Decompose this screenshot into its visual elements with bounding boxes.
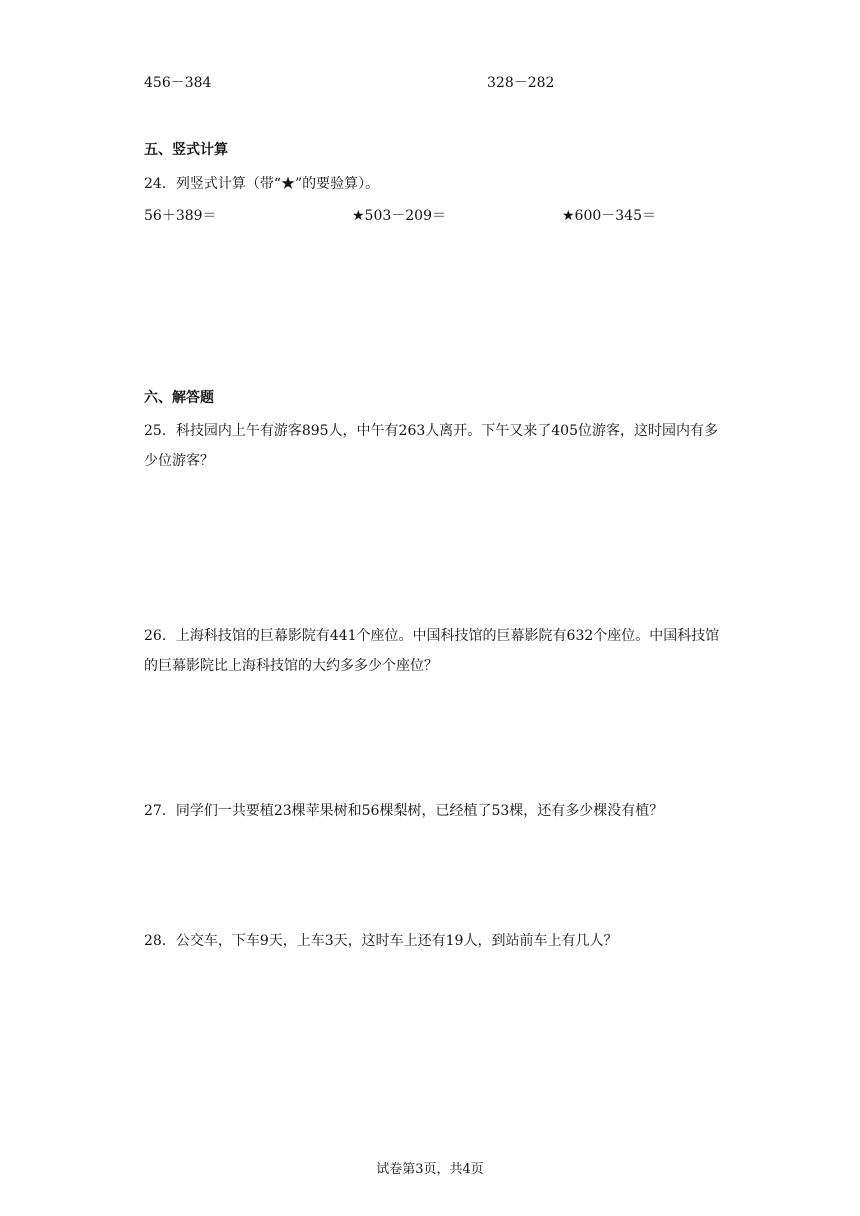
question-24-prompt: 24．列竖式计算（带“★”的要验算）。 <box>144 176 380 192</box>
question-27: 27．同学们一共要植23棵苹果树和56棵梨树，已经植了53棵，还有多少棵没有植？ <box>144 803 664 819</box>
question-26: 26．上海科技馆的巨幕影院有441个座位。中国科技馆的巨幕影院有632个座位。中国科技馆的巨幕影院比上海科技馆的大约多多少个座位？ <box>144 628 720 674</box>
section-heading-word-problems: 六、解答题 <box>144 390 214 406</box>
question-28: 28．公交车，下车9天，上车3天，这时车上还有19人，到站前车上有几人？ <box>144 933 618 949</box>
question-24-item-3: ★600－345＝ <box>562 208 656 224</box>
question-24-item-1: 56＋389＝ <box>144 208 217 224</box>
question-24-item-2: ★503－209＝ <box>352 208 446 224</box>
expression-right: 328－282 <box>487 75 555 91</box>
question-25: 25．科技园内上午有游客895人，中午有263人离开。下午又来了405位游客，这时园内有多少位游客？ <box>144 423 718 469</box>
expression-left: 456－384 <box>144 75 212 91</box>
page-footer: 试卷第3页，共4页 <box>376 1162 484 1177</box>
section-heading-vertical-calculation: 五、竖式计算 <box>144 142 228 158</box>
